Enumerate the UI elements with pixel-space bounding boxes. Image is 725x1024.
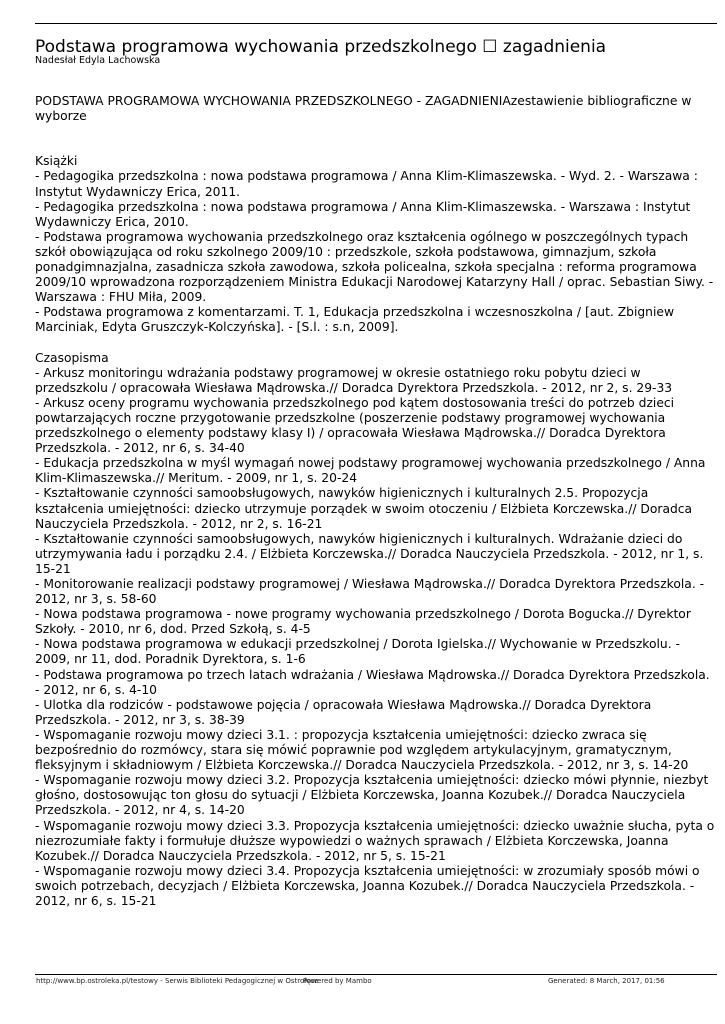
footer-url: http://www.bp.ostroleka.pl/testowy - Serwis Biblioteki Pedagogicznej w Ostrołęce bbox=[36, 977, 319, 985]
section-periodicals-title: Czasopisma bbox=[35, 350, 109, 365]
top-rule bbox=[35, 23, 717, 24]
book-entry: - Podstawa programowa z komentarzami. T. 1, Edukacja przedszkolna i wczesnoszkolna / [aut. Zbigniew Marciniak, Edyta Gruszczyk-Kolczyńska]. - [S.l. : s.n, 2009]. bbox=[35, 305, 675, 335]
footer-powered: Powered by Mambo bbox=[303, 977, 372, 985]
periodical-entry: - Wspomaganie rozwoju mowy dzieci 3.4. Propozycja kształcenia umiejętności: w zrozumiały sposób mówi o swoich potrzebach, decyzjach / Elżbieta Korczewska, Joanna Kozubek.// Doradca Nauczyciela Przedszkola. - 2012, nr 6, s. 15-21 bbox=[35, 863, 700, 908]
periodical-entry: - Arkusz oceny programu wychowania przedszkolnego pod kątem dostosowania treści do potrzeb dzieci powtarzających roczne przygotowanie przedszkolne (poszerzenie podstawy programowej wychowania przedszkolnego o elementy podstawy klasy I) / opracowała Wiesława Mądrowska.// Doradca Dyrektora Przedszkola. - 2012, nr 6, s. 34-40 bbox=[35, 395, 675, 456]
footer-rule bbox=[35, 974, 717, 975]
book-entry: - Pedagogika przedszkolna : nowa podstawa programowa / Anna Klim-Klimaszewska. - Warszawa : Instytut Wydawniczy Erica, 2010. bbox=[35, 199, 691, 229]
spacer bbox=[35, 124, 717, 139]
book-entry: - Pedagogika przedszkolna : nowa podstawa programowa / Anna Klim-Klimaszewska. - Wyd. 2. - Warszawa : Instytut Wydawniczy Erica, 2011. bbox=[35, 169, 698, 199]
author-line: Nadesłał Edyla Lachowska bbox=[35, 55, 161, 66]
periodical-entry: - Nowa podstawa programowa - nowe programy wychowania przedszkolnego / Dorota Bogucka.// Dyrektor Szkoły. - 2010, nr 6, dod. Przed Szkołą, s. 4-5 bbox=[35, 607, 691, 637]
bibliography-heading: PODSTAWA PROGRAMOWA WYCHOWANIA PRZEDSZKOLNEGO - ZAGADNIENIAzestawienie bibliograficzne w wyborze bbox=[35, 94, 692, 124]
periodical-entry: - Wspomaganie rozwoju mowy dzieci 3.1. : propozycja kształcenia umiejętności: dziecko zwraca się bezpośrednio do rozmówcy, stara się mówić poprawnie pod względem artykulacyjnym, gramatycznym, fleksyjnym i składniowym / Elżbieta Korczewska.// Doradca Nauczyciela Przedszkola. - 2012, nr 3, s. 14-20 bbox=[35, 727, 689, 773]
spacer bbox=[35, 336, 717, 351]
periodical-entry: - Wspomaganie rozwoju mowy dzieci 3.3. Propozycja kształcenia umiejętności: dziecko uważnie słucha, pyta o niezrozumiałe fakty i formułuje dłuższe wypowiedzi o ważnych sprawach / Elżbieta Korczewska, Joanna Kozubek.// Doradca Nauczyciela Przedszkola. - 2012, nr 5, s. 15-21 bbox=[35, 818, 715, 863]
periodical-entry: - Kształtowanie czynności samoobsługowych, nawyków higienicznych i kulturalnych 2.5. Propozycja kształcenia umiejętności: dziecko utrzymuje porządek w swoim otoczeniu / Elżbieta Korczewska.// Doradca Nauczyciela Przedszkola. - 2012, nr 2, s. 16-21 bbox=[35, 486, 693, 531]
section-books-title: Książki bbox=[35, 154, 78, 169]
periodical-entry: - Kształtowanie czynności samoobsługowych, nawyków higienicznych i kulturalnych. Wdrażanie dzieci do utrzymywania ładu i porządku 2.4. / Elżbieta Korczewska.// Doradca Nauczyciela Przedszkola. - 2012, nr 1, s. 15-21 bbox=[35, 531, 704, 576]
periodical-entry: - Arkusz monitoringu wdrażania podstawy programowej w okresie ostatniego roku pobytu dzieci w przedszkolu / opracowała Wiesława Mądrowska.// Doradca Dyrektora Przedszkola. - 2012, nr 2, s. 29-33 bbox=[35, 365, 673, 395]
periodical-entry: - Ulotka dla rodziców - podstawowe pojęcia / opracowała Wiesława Mądrowska.// Doradca Dyrektora Przedszkola. - 2012, nr 3, s. 38-39 bbox=[35, 697, 652, 727]
spacer bbox=[35, 139, 717, 154]
document-content bbox=[35, 94, 717, 909]
book-entry: - Podstawa programowa wychowania przedszkolnego oraz kształcenia ogólnego w poszczególnych typach szkół obowiązująca od roku szkolnego 2009/10 : przedszkole, szkoła podstawowa, gimnazjum, szkoła ponadgimnazjalna, zasadnicza szkoła zawodowa, szkoła policealna, szkoła specjalna : reforma programowa 2009/10 wprowadzona rozporządzeniem Ministra Edukacji Narodowej Katarzyny Hall / oprac. Sebastian Siwy. - Warszawa : FHU Miła, 2009. bbox=[35, 229, 714, 305]
periodical-entry: - Wspomaganie rozwoju mowy dzieci 3.2. Propozycja kształcenia umiejętności: dziecko mówi płynnie, niezbyt głośno, dostosowując ton głosu do sytuacji / Elżbieta Korczewska, Joanna Kozubek.// Doradca Nauczyciela Przedszkola. - 2012, nr 4, s. 14-20 bbox=[35, 773, 709, 818]
periodical-entry: - Monitorowanie realizacji podstawy programowej / Wiesława Mądrowska.// Doradca Dyrektora Przedszkola. - 2012, nr 3, s. 58-60 bbox=[35, 577, 705, 607]
footer-generated: Generated: 8 March, 2017, 01:56 bbox=[548, 977, 665, 985]
document-title: Podstawa programowa wychowania przedszkolnego ☐ zagadnienia bbox=[35, 37, 607, 57]
periodical-entry: - Nowa podstawa programowa w edukacji przedszkolnej / Dorota Igielska.// Wychowanie w Przedszkolu. - 2009, nr 11, dod. Poradnik Dyrektora, s. 1-6 bbox=[35, 637, 680, 667]
periodical-entry: - Podstawa programowa po trzech latach wdrażania / Wiesława Mądrowska.// Doradca Dyrektora Przedszkola. - 2012, nr 6, s. 4-10 bbox=[35, 667, 710, 697]
periodical-entry: - Edukacja przedszkolna w myśl wymagań nowej podstawy programowej wychowania przedszkolnego / Anna Klim-Klimaszewska.// Meritum. - 2009, nr 1, s. 20-24 bbox=[35, 456, 706, 486]
